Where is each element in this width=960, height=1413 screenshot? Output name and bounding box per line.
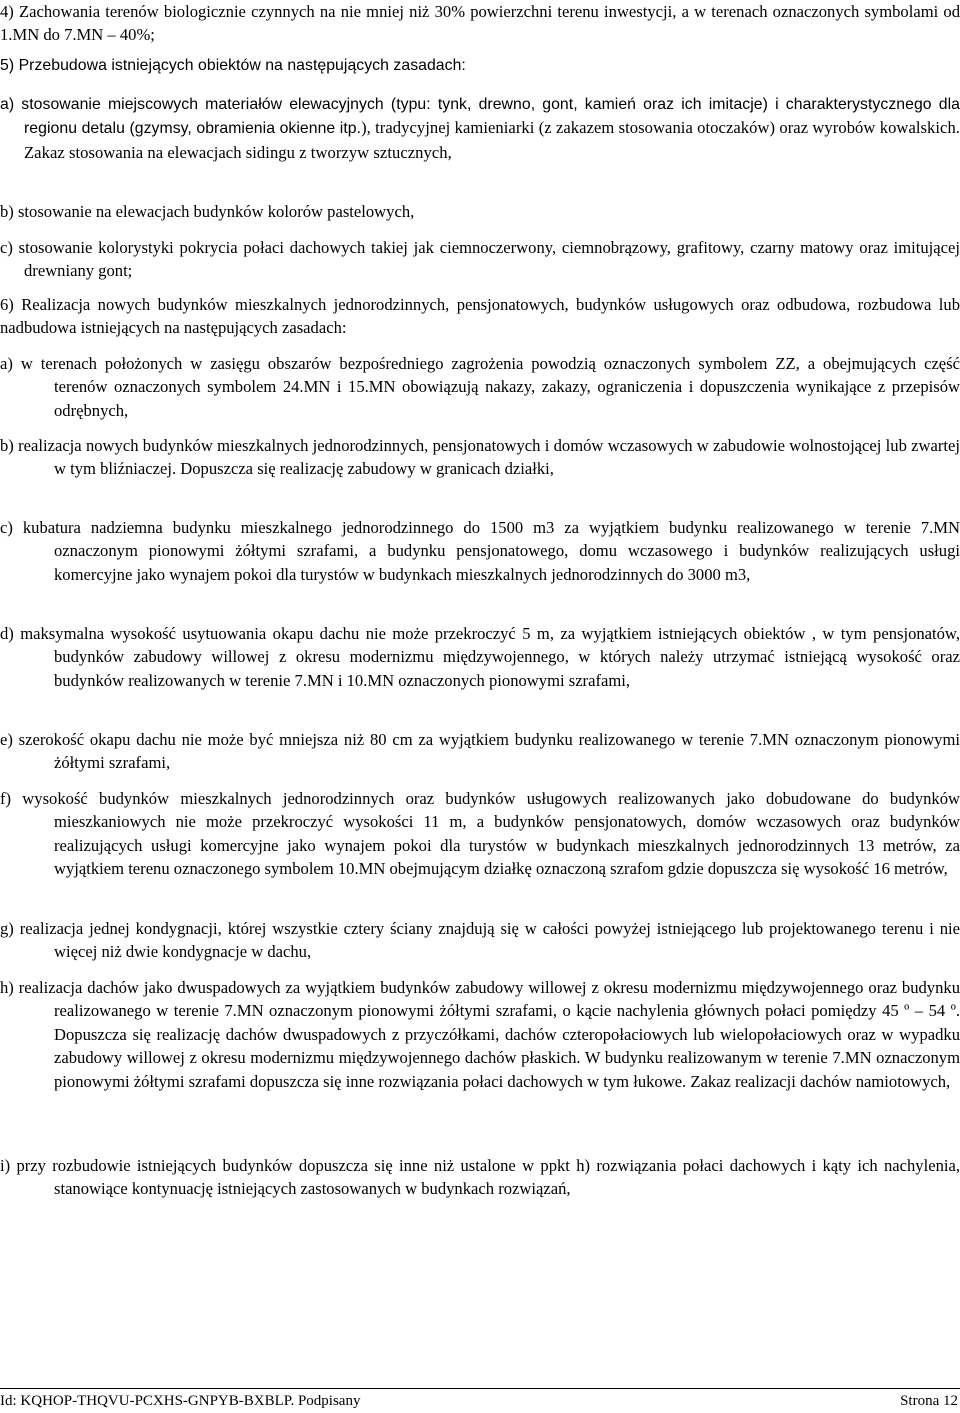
paragraph-6d: d) maksymalna wysokość usytuowania okapu dachu nie może przekroczyć 5 m, za wyjątkiem istniejących obiektów , w tym pensjonatów, budynków zabudowy willowej z okresu modernizmu międzywojennego, w których należy utrzymać istniejącą wysokość oraz budynków realizowanych w terenie 7.MN i 10.MN oznaczonych pionowymi szrafami, bbox=[0, 624, 960, 690]
paragraph-6b: b) realizacja nowych budynków mieszkalnych jednorodzinnych, pensjonatowych i domów wczasowych w zabudowie wolnostojącej lub zwartej w tym bliźniaczej. Dopuszcza się realizację zabudowy w granicach działki, bbox=[0, 436, 960, 479]
paragraph-6f: f) wysokość budynków mieszkalnych jednorodzinnych oraz budynków usługowych realizowanych jako dobudowane do budynków mieszkaniowych nie może przekroczyć wysokości 11 m, a budynków pensjonatowych, domów wczasowych oraz budynków realizujących usługi komercyjne jako wynajem pokoi dla turystów w budynkach mieszkalnych jednorodzinnych 13 metrów, za wyjątkiem terenu oznaczonego symbolem 10.MN obejmującym działkę oznaczoną szrafom gdzie dopuszcza się wysokość 16 metrów, bbox=[0, 789, 960, 879]
paragraph-6i: i) przy rozbudowie istniejących budynków dopuszcza się inne niż ustalone w ppkt h) rozwiązania połaci dachowych i kąty ich nachylenia, stanowiące kontynuację istniejących zastosowanych w budynkach rozwiązań, bbox=[0, 1156, 960, 1199]
paragraph-6h: h) realizacja dachów jako dwuspadowych za wyjątkiem budynków zabudowy willowej z okresu modernizmu międzywojennego oraz budynku realizowanego w terenie 7.MN oznaczonym pionowymi żółtymi szrafami, o kącie nachylenia głównych połaci pomiędzy 45 º – 54 º. Dopuszcza się realizację dachów dwuspadowych z przyczółkami, dachów czteropołaciowych lub wielopołaciowych oraz w wypadku zabudowy willowej z okresu modernizmu międzywojennego dachów płaskich. W budynku realizowanym w terenie 7.MN oznaczonym pionowymi żółtymi szrafami dopuszcza się inne rozwiązania połaci dachowych w tym łukowe. Zakaz realizacji dachów namiotowych, bbox=[0, 978, 960, 1091]
paragraph-5c: c) stosowanie kolorystyki pokrycia połaci dachowych takiej jak ciemnoczerwony, ciemnobrązowy, grafitowy, czarny matowy oraz imitującej drewniany gont; bbox=[0, 238, 960, 281]
paragraph-6e: e) szerokość okapu dachu nie może być mniejsza niż 80 cm za wyjątkiem budynku realizowanego w terenie 7.MN oznaczonym pionowymi żółtymi szrafami, bbox=[0, 730, 960, 773]
paragraph-6: 6) Realizacja nowych budynków mieszkalnych jednorodzinnych, pensjonatowych, budynków usługowych oraz odbudowa, rozbudowa lub nadbudowa istniejących na następujących zasadach: bbox=[0, 295, 960, 338]
paragraph-5a bbox=[0, 93, 960, 165]
paragraph-5a-part1: a) stosowanie miejscowych materiałów elewacyjnych (typu: tynk, drewno, gont, kamień oraz ich imitacje) i charakterystycznego dla regionu detalu (gzymsy, obramienia okienne itp. bbox=[0, 96, 960, 138]
paragraph-5a-part2: ), tradycyjnej kamieniarki (z zakazem stosowania otoczaków) oraz wyrobów kowalskich. Zakaz stosowania na elewacjach sidingu z tworzyw sztucznych, bbox=[24, 118, 960, 162]
paragraph-6c: c) kubatura nadziemna budynku mieszkalnego jednorodzinnego do 1500 m3 za wyjątkiem budynku realizowanego w terenie 7.MN oznaczonym pionowymi żółtymi szrafami, a budynku pensjonatowego, domu wczasowego i budynków realizujących usługi komercyjne jako wynajem pokoi dla turystów w budynkach mieszkalnych jednorodzinnych do 3000 m3, bbox=[0, 518, 960, 584]
paragraph-4: 4) Zachowania terenów biologicznie czynnych na nie mniej niż 30% powierzchni terenu inwestycji, a w terenach oznaczonych symbolami od 1.MN do 7.MN – 40%; bbox=[0, 2, 960, 45]
page-number: Strona 12 bbox=[900, 1393, 958, 1409]
document-id: Id: KQHOP-THQVU-PCXHS-GNPYB-BXBLP. Podpisany bbox=[0, 1393, 361, 1409]
paragraph-6a: a) w terenach położonych w zasięgu obszarów bezpośredniego zagrożenia powodzią oznaczonych symbolem ZZ, a obejmujących część terenów oznaczonych symbolem 24.MN i 15.MN obowiązują nakazy, zakazy, ograniczenia i dopuszczenia wynikające z przepisów odrębnych, bbox=[0, 354, 960, 420]
paragraph-5b: b) stosowanie na elewacjach budynków kolorów pastelowych, bbox=[0, 202, 415, 221]
page-footer bbox=[0, 1388, 960, 1411]
paragraph-5-heading: 5) Przebudowa istniejących obiektów na następujących zasadach: bbox=[0, 57, 466, 74]
paragraph-6g: g) realizacja jednej kondygnacji, której wszystkie cztery ściany znajdują się w całości powyżej istniejącego lub projektowanego terenu i nie więcej niż dwie kondygnacje w dachu, bbox=[0, 919, 960, 962]
